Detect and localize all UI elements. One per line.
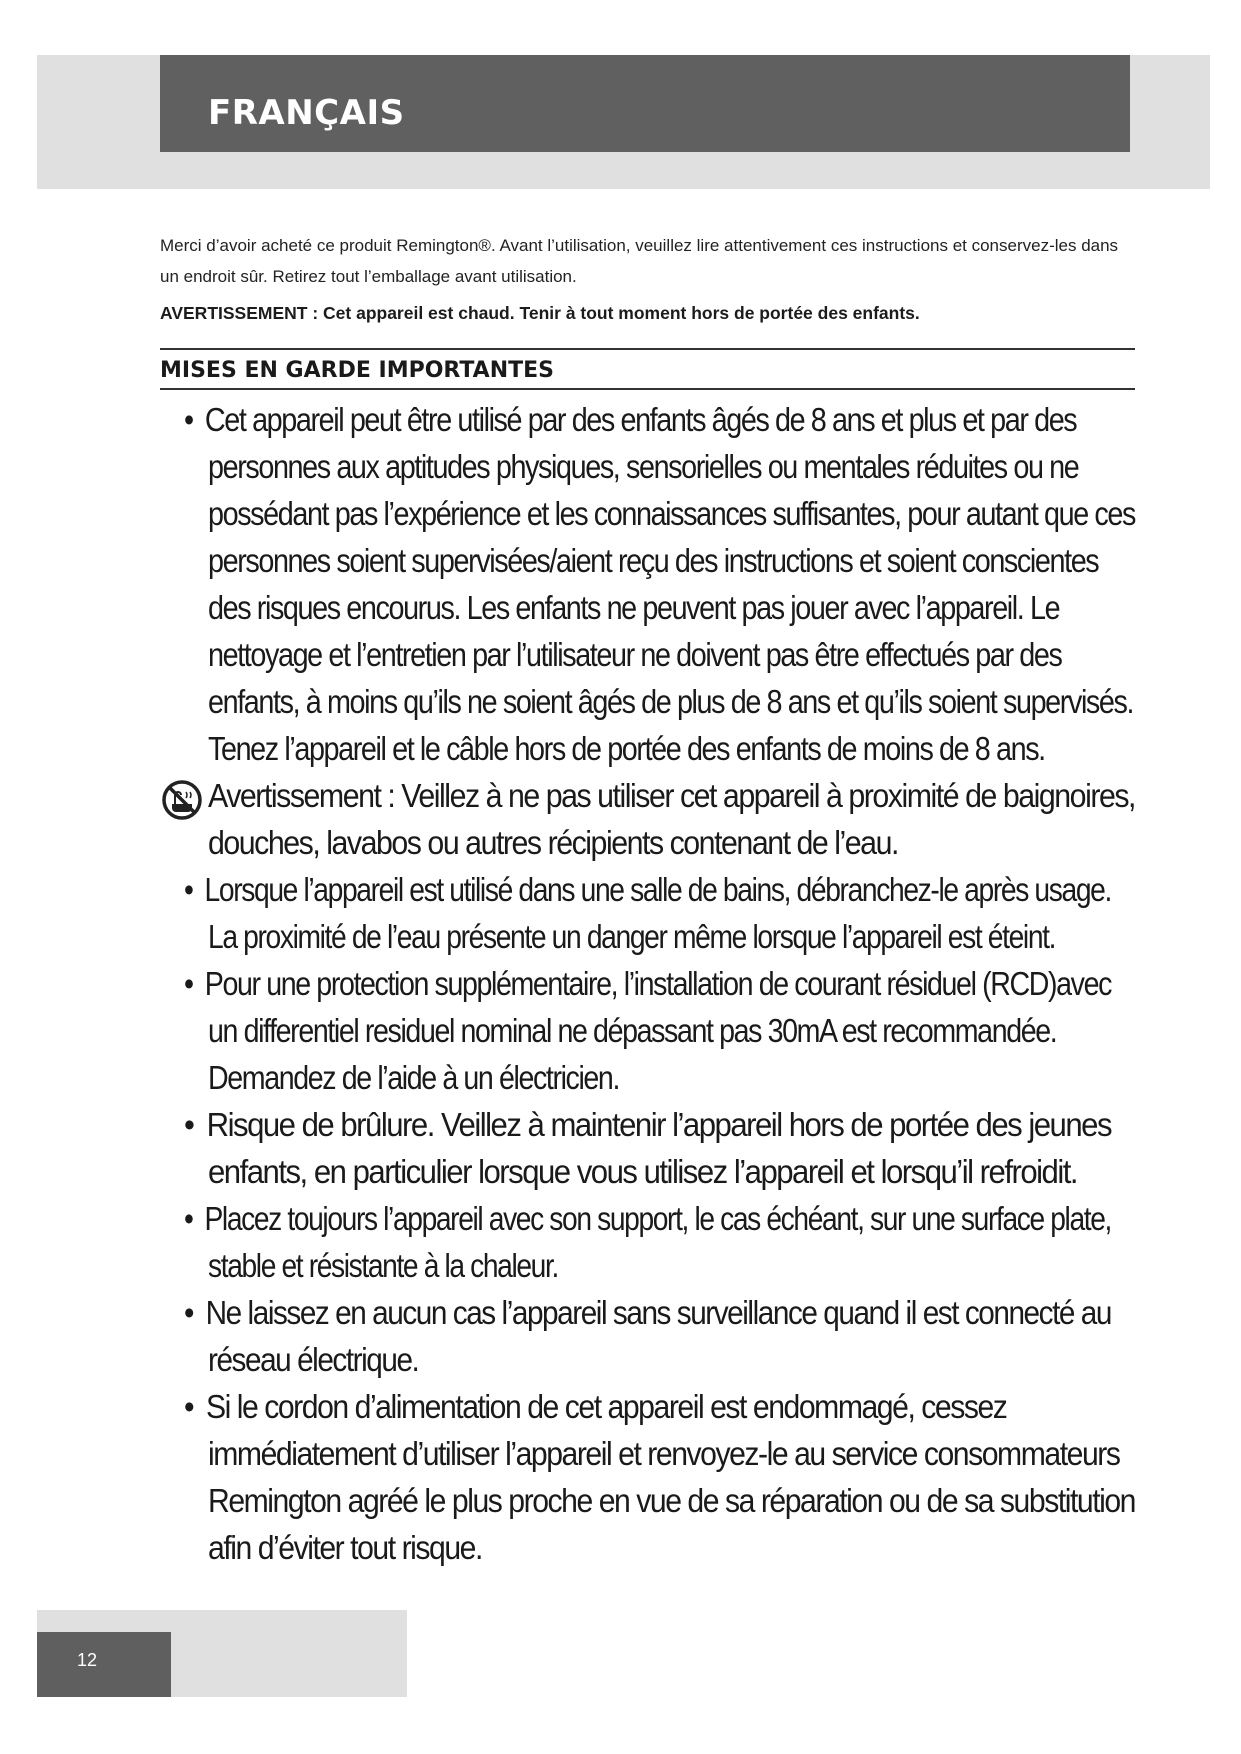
list-line: enfants, en particulier lorsque vous utilisez l’appareil et lorsqu’il refroidit. bbox=[208, 1153, 1078, 1190]
list-item bbox=[160, 1383, 1135, 1571]
list-item bbox=[160, 960, 1135, 1101]
list-line: personnes soient supervisées/aient reçu des instructions et soient conscientes bbox=[208, 542, 1099, 579]
list-line: un differentiel residuel nominal ne dépassant pas 30mA est recommandée. bbox=[208, 1012, 1057, 1049]
hot-warning: AVERTISSEMENT : Cet appareil est chaud. Tenir à tout moment hors de portée des enfants. bbox=[160, 303, 920, 323]
list-item bbox=[160, 1195, 1135, 1289]
list-line: réseau électrique. bbox=[208, 1341, 419, 1378]
list-line: Si le cordon d’alimentation de cet appareil est endommagé, cessez bbox=[205, 1388, 1007, 1425]
list-line: immédiatement d’utiliser l’appareil et renvoyez-le au service consommateurs bbox=[208, 1435, 1120, 1472]
list-line: Ne laissez en aucun cas l’appareil sans surveillance quand il est connecté au bbox=[205, 1294, 1111, 1331]
list-line: personnes aux aptitudes physiques, sensorielles ou mentales réduites ou ne bbox=[208, 448, 1079, 485]
page-number: 12 bbox=[77, 1650, 98, 1670]
list-line: Pour une protection supplémentaire, l’installation de courant résiduel (RCD)avec bbox=[204, 965, 1111, 1002]
list-line: Demandez de l’aide à un électricien. bbox=[208, 1059, 620, 1096]
bullet: • bbox=[184, 1294, 193, 1331]
bullet: • bbox=[184, 1106, 194, 1143]
list-line: La proximité de l’eau présente un danger même lorsque l’appareil est éteint. bbox=[208, 918, 1056, 955]
intro-paragraph: Merci d’avoir acheté ce produit Remington®. Avant l’utilisation, veuillez lire attentivement ces instructions et conservez-les dans un endroit sûr. Retirez tout l’emballage avant utilisation. bbox=[160, 236, 1119, 286]
list-item bbox=[160, 1101, 1135, 1195]
list-item bbox=[160, 1289, 1135, 1383]
section-heading: MISES EN GARDE IMPORTANTES bbox=[160, 348, 1135, 390]
bullet: • bbox=[184, 871, 193, 908]
language-title: FRANÇAIS bbox=[208, 93, 405, 133]
page-number-box bbox=[37, 1632, 171, 1697]
bullet: • bbox=[184, 401, 193, 438]
list-line: Lorsque l’appareil est utilisé dans une salle de bains, débranchez-le après usage. bbox=[204, 871, 1112, 908]
warning-list-item bbox=[160, 772, 1135, 866]
no-bath-icon bbox=[160, 778, 204, 822]
list-line: Placez toujours l’appareil avec son support, le cas échéant, sur une surface plate, bbox=[204, 1200, 1111, 1237]
list-line: Cet appareil peut être utilisé par des enfants âgés de 8 ans et plus et par des bbox=[204, 401, 1077, 438]
list-line: afin d’éviter tout risque. bbox=[208, 1529, 482, 1566]
list-line: enfants, à moins qu’ils ne soient âgés de plus de 8 ans et qu’ils soient supervisés. bbox=[208, 683, 1134, 720]
list-line: nettoyage et l’entretien par l’utilisateur ne doivent pas être effectués par des bbox=[208, 636, 1062, 673]
list-line: Avertissement : Veillez à ne pas utiliser cet appareil à proximité de baignoires, bbox=[208, 777, 1135, 814]
bullet: • bbox=[184, 965, 193, 1002]
list-line: des risques encourus. Les enfants ne peuvent pas jouer avec l’appareil. Le bbox=[208, 589, 1060, 626]
list-line: Tenez l’appareil et le câble hors de portée des enfants de moins de 8 ans. bbox=[208, 730, 1045, 767]
list-item bbox=[160, 396, 1135, 772]
safety-list bbox=[160, 396, 1135, 1571]
list-line: stable et résistante à la chaleur. bbox=[208, 1247, 558, 1284]
list-line: douches, lavabos ou autres récipients contenant de l’eau. bbox=[208, 824, 898, 861]
bullet: • bbox=[184, 1200, 193, 1237]
list-item bbox=[160, 866, 1135, 960]
list-line: Risque de brûlure. Veillez à maintenir l’appareil hors de portée des jeunes bbox=[206, 1106, 1111, 1143]
bullet: • bbox=[184, 1388, 194, 1425]
document-body bbox=[160, 230, 1135, 1571]
list-line: Remington agréé le plus proche en vue de sa réparation ou de sa substitution bbox=[208, 1482, 1135, 1519]
language-title-bar bbox=[160, 55, 1130, 152]
list-line: possédant pas l’expérience et les connaissances suffisantes, pour autant que ces bbox=[208, 495, 1135, 532]
